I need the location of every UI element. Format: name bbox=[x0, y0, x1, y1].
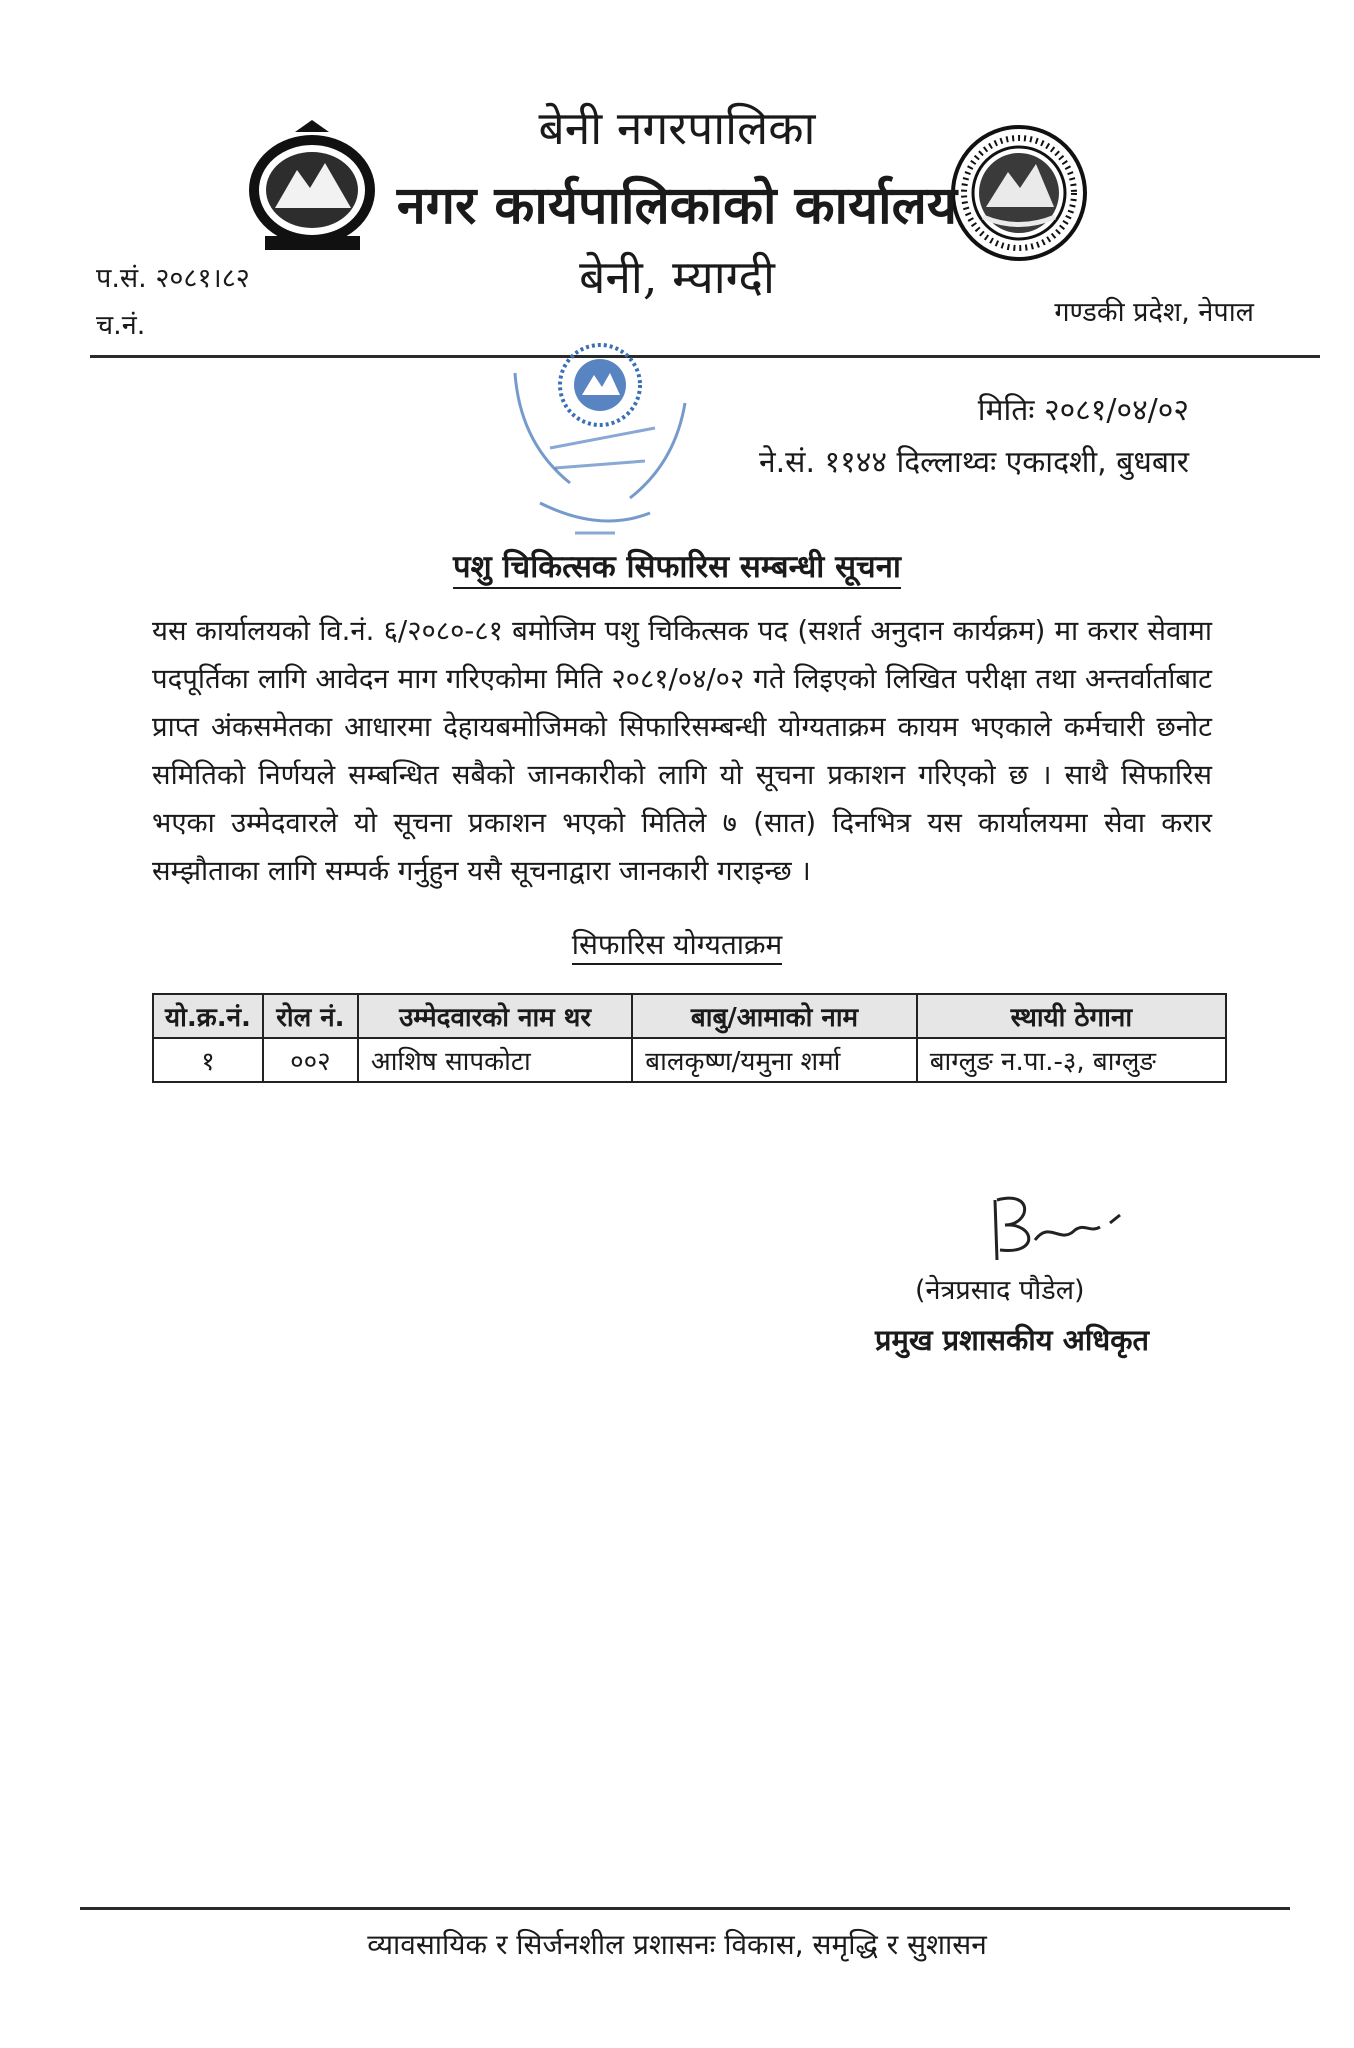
table-header-row bbox=[153, 994, 1226, 1038]
header-divider bbox=[90, 355, 1320, 358]
table-row bbox=[153, 1038, 1226, 1082]
signature-icon bbox=[975, 1185, 1135, 1270]
notice-title-text: पशु चिकित्सक सिफारिस सम्बन्धी सूचना bbox=[453, 549, 901, 589]
merit-list-title bbox=[0, 925, 1354, 963]
cell-roll: ००२ bbox=[263, 1038, 358, 1082]
column-header-serial: यो.क्र.नं. bbox=[153, 994, 263, 1038]
office-stamp-icon bbox=[490, 333, 700, 548]
merit-list-title-text: सिफारिस योग्यताक्रम bbox=[572, 928, 783, 965]
signatory-designation: प्रमुख प्रशासकीय अधिकृत bbox=[875, 1323, 1150, 1357]
notice-title bbox=[0, 545, 1354, 587]
footer-divider bbox=[80, 1907, 1290, 1910]
cell-parents: बालकृष्ण/यमुना शर्मा bbox=[632, 1038, 916, 1082]
office-location: बेनी, म्याग्दी bbox=[579, 250, 775, 304]
column-header-roll: रोल नं. bbox=[263, 994, 358, 1038]
cell-address: बाग्लुङ न.पा.-३, बाग्लुङ bbox=[917, 1038, 1226, 1082]
footer-slogan: व्यावसायिक र सिर्जनशील प्रशासनः विकास, समृद्धि र सुशासन bbox=[367, 1928, 987, 1961]
merit-list-table bbox=[152, 993, 1227, 1083]
reference-number: प.सं. २०८१।८२ bbox=[96, 263, 250, 294]
signatory-name: (नेत्रप्रसाद पौडेल) bbox=[915, 1275, 1085, 1306]
cell-name: आशिष सापकोटा bbox=[358, 1038, 632, 1082]
nepal-sambat-date: ने.सं. ११४४ दिल्लाथ्वः एकादशी, बुधबार bbox=[759, 445, 1189, 480]
column-header-parents: बाबु/आमाको नाम bbox=[632, 994, 916, 1038]
notice-body: यस कार्यालयको वि.नं. ६/२०८०-८१ बमोजिम पशु चिकित्सक पद (सशर्त अनुदान कार्यक्रम) मा करार सेवामा पदपूर्तिका लागि आवेदन माग गरिएकोमा मिति २०८१/०४/०२ गते लिइएको लिखित परीक्षा तथा अन्तर्वार्ताबाट प्राप्त अंकसमेतका आधारमा देहायबमोजिमको सिफारिसम्बन्धी योग्यताक्रम कायम भएकाले कर्मचारी छनोट समितिको निर्णयले सम्बन्धित सबैको जानकारीको लागि यो सूचना प्रकाशन गरिएको छ । साथै सिफारिस भएका उम्मेदवारले यो सूचना प्रकाशन भएको मितिले ७ (सात) दिनभित्र यस कार्यालयमा सेवा करार सम्झौताका लागि सम्पर्क गर्नुहुन यसै सूचनाद्वारा जानकारी गराइन्छ । bbox=[152, 615, 1212, 887]
municipality-name: बेनी नगरपालिका bbox=[538, 101, 816, 155]
province-label: गण्डकी प्रदेश, नेपाल bbox=[1054, 297, 1254, 328]
office-name: नगर कार्यपालिकाको कार्यालय bbox=[396, 175, 958, 236]
issue-date: मितिः २०८१/०४/०२ bbox=[977, 393, 1189, 428]
column-header-address: स्थायी ठेगाना bbox=[917, 994, 1226, 1038]
cell-serial: १ bbox=[153, 1038, 263, 1082]
column-header-name: उम्मेदवारको नाम थर bbox=[358, 994, 632, 1038]
dispatch-number: च.नं. bbox=[96, 310, 146, 341]
